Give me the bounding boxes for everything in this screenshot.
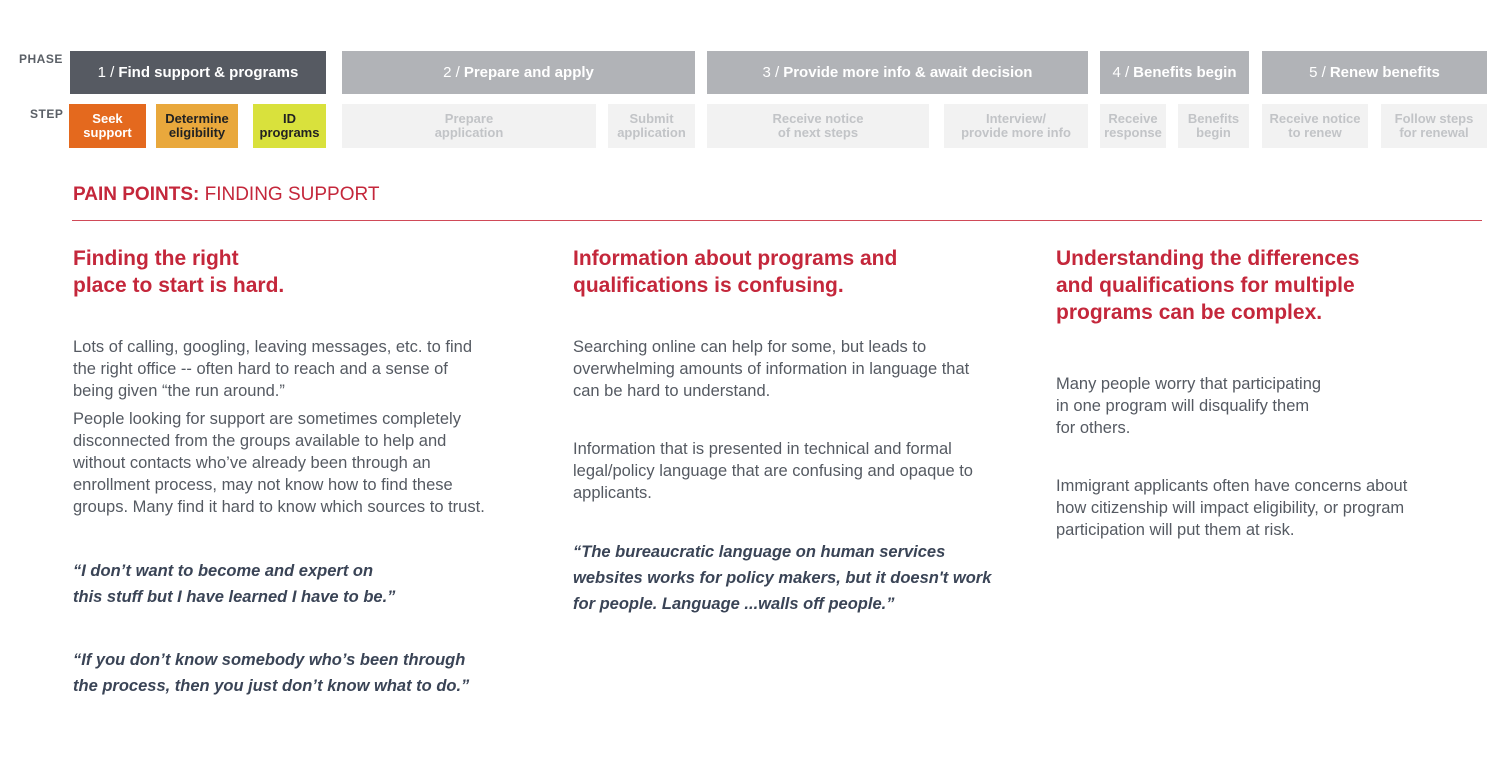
column-3-title: Understanding the differences and qualifications for multiple programs can be complex.	[1056, 247, 1360, 324]
phase-1-label: Find support & programs	[118, 64, 299, 81]
pain-point-column-3	[1056, 245, 1486, 541]
phase-5-label: Renew benefits	[1329, 64, 1440, 81]
column-2-paragraph-1: Searching online can help for some, but leads to overwhelming amounts of information in language that can be hard to understand.	[573, 338, 970, 400]
pain-points-prefix: PAIN POINTS:	[73, 184, 200, 205]
phase-3-number: 3 /	[762, 64, 780, 81]
phase-2[interactable]	[342, 51, 695, 94]
phase-4[interactable]	[1100, 51, 1249, 94]
phase-2-label: Prepare and apply	[463, 64, 594, 81]
column-3-paragraph-1: Many people worry that participating in one program will disqualify them for others.	[1056, 375, 1322, 437]
phase-row-label: PHASE	[19, 52, 63, 66]
pain-points-heading	[73, 184, 380, 206]
phase-2-number: 2 /	[443, 64, 460, 81]
step-receive-notice-next-steps[interactable]: Receive notice of next steps	[707, 104, 929, 148]
phase-1-number: 1 /	[97, 64, 115, 81]
step-seek-support[interactable]: Seek support	[69, 104, 146, 148]
phase-5[interactable]	[1262, 51, 1487, 94]
column-1-paragraph-1: Lots of calling, googling, leaving messages, etc. to find the right office -- often hard to reach and a sense of being given “the run around.”	[73, 338, 472, 400]
phase-1[interactable]	[70, 51, 326, 94]
step-benefits-begin[interactable]: Benefits begin	[1178, 104, 1249, 148]
phase-3-label: Provide more info & await decision	[783, 64, 1033, 81]
phase-4-number: 4 /	[1112, 64, 1130, 81]
phase-3[interactable]	[707, 51, 1088, 94]
phase-4-label: Benefits begin	[1133, 64, 1237, 81]
step-interview[interactable]: Interview/ provide more info	[944, 104, 1088, 148]
column-2-title: Information about programs and qualifications is confusing.	[573, 247, 898, 297]
column-3-paragraph-2: Immigrant applicants often have concerns about how citizenship will impact eligibility, or program participation will put them at risk.	[1056, 477, 1408, 539]
column-1-paragraph-2: People looking for support are sometimes completely disconnected from the groups available to help and without contacts who’ve already been through an enrollment process, may not know how to find these groups. Many find it hard to know which sources to trust.	[73, 410, 485, 516]
pain-points-topic: FINDING SUPPORT	[204, 184, 380, 205]
section-divider	[72, 220, 1482, 221]
step-follow-steps-renewal[interactable]: Follow steps for renewal	[1381, 104, 1487, 148]
step-id-programs[interactable]: ID programs	[253, 104, 326, 148]
step-prepare-application[interactable]: Prepare application	[342, 104, 596, 148]
step-determine-eligibility[interactable]: Determine eligibility	[156, 104, 238, 148]
step-row-label: STEP	[30, 107, 64, 121]
step-receive-response[interactable]: Receive response	[1100, 104, 1166, 148]
pain-point-column-2	[573, 245, 1033, 617]
phase-5-number: 5 /	[1309, 64, 1326, 81]
column-1-quote-2: “If you don’t know somebody who’s been through the process, then you just don’t know what to do.”	[73, 651, 470, 695]
step-receive-notice-renew[interactable]: Receive notice to renew	[1262, 104, 1368, 148]
step-submit-application[interactable]: Submit application	[608, 104, 695, 148]
column-1-title: Finding the right place to start is hard.	[73, 247, 285, 297]
column-2-paragraph-2: Information that is presented in technical and formal legal/policy language that are confusing and opaque to applicants.	[573, 440, 973, 502]
pain-point-column-1	[73, 245, 543, 699]
column-1-quote-1: “I don’t want to become and expert on this stuff but I have learned I have to be.”	[73, 562, 396, 606]
column-2-quote-1: “The bureaucratic language on human services websites works for policy makers, but it doesn't work for people. Language ...walls off people.”	[573, 543, 992, 613]
